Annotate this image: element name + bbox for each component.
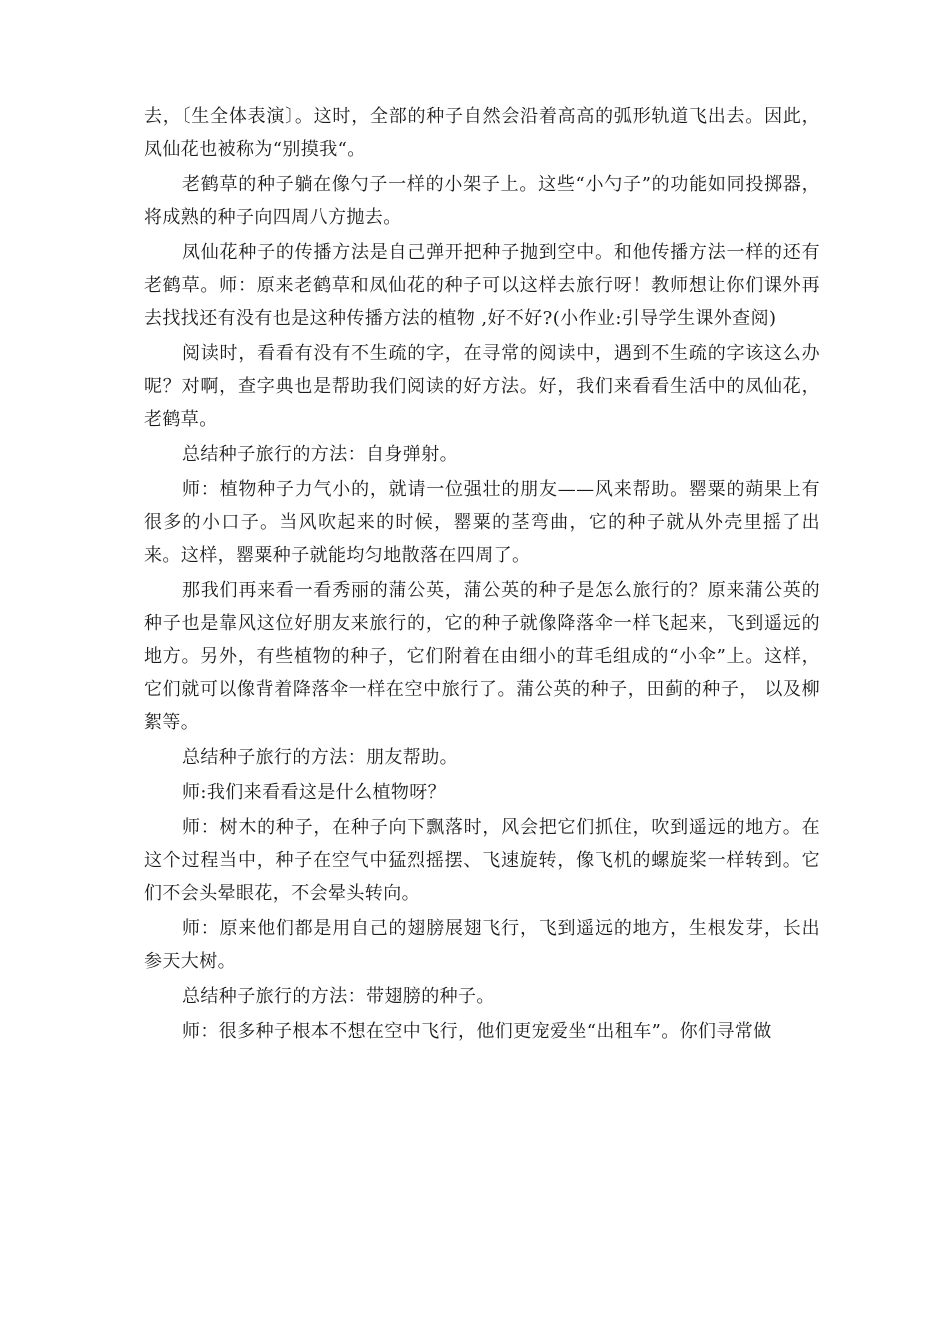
paragraph-12: 总结种子旅行的方法：带翅膀的种子。 (182, 986, 495, 1007)
paragraph-3: 凤仙花种子的传播方法是自己弹开把种子抛到空中。和他传播方法一样的还有老鹤草。师：原来老鹤草和凤仙花的种子可以这样去旅行呀！教师想让你们课外再去找找还有没有也是这种传播方法的植物 ,好不好?(小作业:引导学生课外查阅) (144, 242, 820, 329)
paragraph-1: 去，〔生全体表演〕。这时，全部的种子自然会沿着高高的弧形轨道飞出去。因此，凤仙花也被称为“别摸我“。 (144, 106, 820, 160)
paragraph-10: 师：树木的种子，在种子向下飘落时，风会把它们抓住，吹到遥远的地方。在这个过程当中，种子在空气中猛烈摇摆、飞速旋转，像飞机的螺旋桨一样转到。它们不会头晕眼花，不会晕头转向。 (144, 817, 820, 904)
paragraph-2: 老鹤草的种子躺在像勺子一样的小架子上。这些“小勺子”的功能如同投掷器，将成熟的种子向四周八方抛去。 (144, 174, 820, 228)
paragraph-11: 师：原来他们都是用自己的翅膀展翅飞行，飞到遥远的地方，生根发芽，长出参天大树。 (144, 918, 820, 972)
paragraph-5: 总结种子旅行的方法：自身弹射。 (182, 444, 458, 465)
paragraph-13: 师：很多种子根本不想在空中飞行，他们更宠爱坐“出租车”。你们寻常做 (182, 1021, 772, 1042)
paragraph-8: 总结种子旅行的方法：朋友帮助。 (182, 747, 458, 768)
paragraph-4: 阅读时，看看有没有不生疏的字，在寻常的阅读中，遇到不生疏的字该这么办呢？对啊，查字典也是帮助我们阅读的好方法。好，我们来看看生活中的凤仙花，老鹤草。 (144, 343, 820, 430)
document-body (144, 100, 820, 1050)
paragraph-6: 师：植物种子力气小的，就请一位强壮的朋友——风来帮助。罂粟的蒴果上有很多的小口子。当风吹起来的时候，罂粟的茎弯曲，它的种子就从外壳里摇了出来。这样，罂粟种子就能均匀地散落在四周了。 (144, 479, 820, 566)
paragraph-7: 那我们再来看一看秀丽的蒲公英，蒲公英的种子是怎么旅行的？原来蒲公英的种子也是靠风这位好朋友来旅行的，它的种子就像降落伞一样飞起来，飞到遥远的地方。另外，有些植物的种子，它们附着在由细小的茸毛组成的“小伞”上。这样，它们就可以像背着降落伞一样在空中旅行了。蒲公英的种子，田蓟的种子， 以及柳絮等。 (144, 580, 820, 733)
paragraph-9: 师:我们来看看这是什么植物呀？ (182, 782, 447, 803)
